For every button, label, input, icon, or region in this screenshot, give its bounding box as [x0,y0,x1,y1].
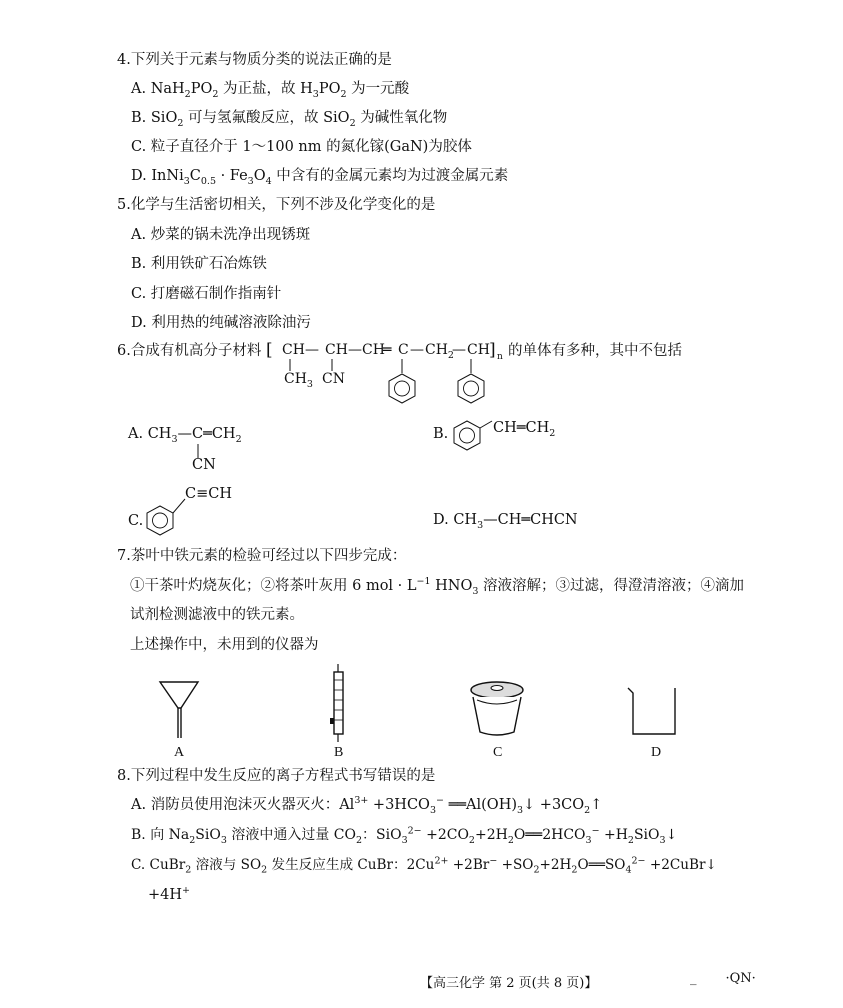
crucible-icon [471,682,523,735]
polymer-ch4: CH [467,342,490,358]
polymer-n: n [497,352,503,362]
apparatus-label-d: D [651,745,662,760]
q5-stem: 5.化学与生活密切相关，下列不涉及化学变化的是 [117,197,436,213]
q6-option-a-cn: CN [192,457,216,473]
q4-option-b: B. SiO$_2$ 可与氢氟酸反应，故 SiO$_2$ 为碱性氧化物 [131,110,448,129]
polymer-cn-substituent: CN [322,371,345,387]
q8-option-c-continued: +4H+ [148,885,190,903]
polymer-ch3: CH [362,342,385,358]
q6-option-a: A. $CH_3—C═CH_2$ [128,426,242,445]
funnel-icon [160,682,198,738]
q4-option-c: C. 粒子直径介于 1～100 nm 的氮化镓(GaN)为胶体 [131,139,472,155]
q4-option-a: A. $NaH_2PO_2$ 为正盐，故 $H_3PO_2$ 为一元酸 [131,81,410,100]
polymer-ch1: CH [282,342,305,358]
q8-stem: 8.下列过程中发生反应的离子方程式书写错误的是 [117,768,436,784]
page-footer: 【高三化学 第 2 页(共 8 页)】 [420,976,598,991]
q4-stem: 4.下列关于元素与物质分类的说法正确的是 [117,52,392,68]
apparatus-label-b: B [334,745,344,760]
polymer-double-bond: ═ [383,342,392,358]
q7-line2: 试剂检测滤液中的铁元素。 [130,607,304,623]
q5-option-c: C. 打磨磁石制作指南针 [131,286,282,302]
polymer-bracket-open: [ [266,340,273,360]
q6-stem-prefix: 6.合成有机高分子材料 [117,343,262,359]
q8-option-c: C. CuBr$_2$ 溶液与 $SO_2$ 发生反应生成 CuBr：$2Cu^{2+} +2Br^-$ $+SO_2+2H_2O══SO_4^{2-}$ +2CuBr↓ [131,855,717,876]
q4-option-d: D. $InNi_3C_{0.5} \cdot Fe_3O_4$ 中含有的金属元素均为过渡金属元素 [131,168,509,187]
q5-option-a: A. 炒菜的锅未洗净出现锈斑 [131,227,311,243]
polymer-ch3-substituent: $CH_3$ [284,371,313,390]
polymer-dash2: — [348,342,362,358]
polymer-dash3: — [410,342,424,358]
polymer-bracket-close: ] [489,340,496,360]
beaker-icon [628,688,675,734]
q5-option-d: D. 利用热的纯碱溶液除油污 [131,315,311,331]
apparatus-label-c: C [493,745,503,760]
apparatus-label-a: A [174,745,185,760]
footer-mark: _ ·QN· [690,971,756,986]
polymer-dash1: — [305,342,319,358]
q8-option-b: B. 向 $Na_2SiO_3$ 溶液中通入过量 $CO_2$：$SiO_3^{2-} +2CO_2+2H_2O══2HCO_3^-$ $+H_2SiO_3↓$ [131,825,678,846]
polymer-ch2: CH [325,342,348,358]
polymer-c: C [398,342,409,358]
q6-option-c-alkyne: C≡CH [185,486,232,502]
q6-option-c-label: C. [128,513,144,529]
q5-option-b: B. 利用铁矿石冶炼铁 [131,256,267,272]
q7-line1: ①干茶叶灼烧灰化；②将茶叶灰用 6 mol · $L^{-1}$ $HNO_3$ 溶液溶解；③过滤，得澄清溶液；④滴加 [130,576,745,597]
q6-option-d: D. $CH_3—CH═CHCN$ [433,512,578,531]
q8-option-a: A. 消防员使用泡沫灭火器灭火：$Al^{3+} +3HCO_3^-$ $══Al(OH)_3↓$ $+3CO_2↑$ [131,795,603,816]
polymer-ch2b: $CH_2$ [425,342,454,361]
q6-stem-suffix: 的单体有多种，其中不包括 [508,343,682,359]
q6-option-b: $CH═CH_2$ [493,420,556,439]
burette-icon [330,664,343,742]
q7-line3: 上述操作中，未用到的仪器为 [130,637,319,653]
polymer-dash4: — [452,342,466,358]
q6-option-b-label: B. [433,426,449,442]
q7-stem: 7.茶叶中铁元素的检验可经过以下四步完成： [117,548,407,564]
